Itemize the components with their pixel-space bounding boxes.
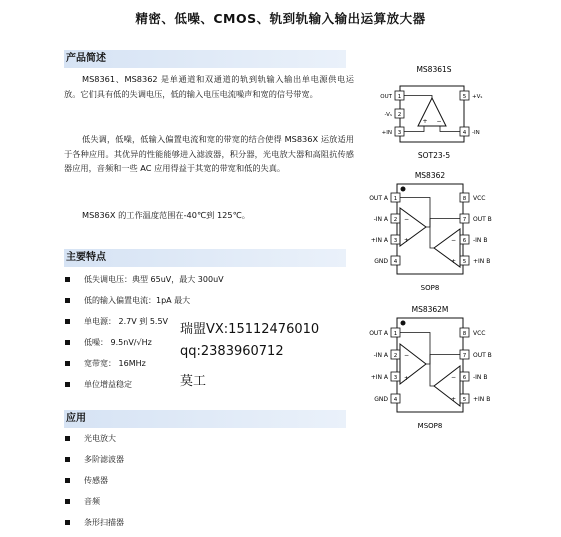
pin-number: 2	[393, 217, 398, 223]
bullet-square-icon	[65, 436, 70, 441]
overview-paragraph-1: MS8361、MS8362 是单通道和双通道的轨到轨输入输出单电源供电运放。它们具有低的失调电压，低的输入电压电流噪声和宽的信号带宽。	[64, 74, 354, 99]
page-title: 精密、低噪、CMOS、轨到轨输入输出运算放大器	[135, 11, 426, 26]
pin-number: 2	[397, 112, 402, 118]
pin-label: VCC	[473, 330, 486, 337]
op-amp-b-triangle-icon	[434, 229, 460, 267]
pin-label: GND	[374, 258, 388, 265]
pin-number: 5	[462, 397, 467, 403]
feature-item: 单电源： 2.7V 到 5.5V	[64, 315, 224, 336]
contact-watermark-line-3: 莫工	[180, 374, 207, 389]
pin-number: 6	[462, 238, 467, 244]
bullet-square-icon	[65, 319, 70, 324]
applications-list	[64, 432, 124, 537]
pin1-marker-icon	[401, 187, 406, 192]
pin-label: GND	[374, 396, 388, 403]
application-item: 多阶滤波器	[64, 453, 124, 474]
pin-label: +Vₛ	[472, 94, 483, 100]
wire	[440, 126, 460, 132]
pin-number: 7	[462, 353, 467, 359]
pin-number: 5	[462, 259, 467, 265]
bullet-square-icon	[65, 499, 70, 504]
feature-item: 宽带宽： 16MHz	[64, 357, 224, 378]
package-type-label: SOP8	[420, 284, 440, 292]
pin-label: +IN A	[370, 237, 388, 244]
pin-number: 8	[462, 331, 467, 337]
application-item: 传感器	[64, 474, 124, 495]
minus-symbol-icon: −	[451, 374, 457, 381]
bullet-square-icon	[65, 520, 70, 525]
pin-number: 7	[462, 217, 467, 223]
pin-number: 4	[462, 130, 467, 136]
pin-number: 1	[397, 94, 402, 100]
plus-symbol-icon: +	[451, 258, 457, 265]
package-part-label: MS8361S	[416, 65, 452, 74]
pin-label: +IN A	[370, 374, 388, 381]
bullet-square-icon	[65, 361, 70, 366]
pin-number: 4	[393, 397, 398, 403]
sop8-pinout-diagram	[350, 168, 520, 298]
bullet-square-icon	[65, 277, 70, 282]
sot23-pinout-diagram	[360, 60, 500, 165]
pin-label: +IN B	[473, 396, 491, 403]
feature-item: 低的输入偏置电流：1pA 最大	[64, 294, 224, 315]
feature-item: 单位增益稳定	[64, 378, 224, 399]
feature-item: 低失调电压：典型 65uV，最大 300uV	[64, 273, 224, 294]
pin-number: 5	[462, 94, 467, 100]
contact-watermark-line-1: 瑞盟VX:15112476010	[180, 322, 320, 337]
applications-heading: 应用	[64, 410, 346, 428]
features-heading: 主要特点	[64, 249, 346, 267]
pin1-marker-icon	[401, 321, 406, 326]
pin-number: 3	[397, 130, 402, 136]
pin-number: 4	[393, 259, 398, 265]
pin-label: -IN	[472, 130, 480, 136]
pin-label: OUT B	[473, 216, 492, 223]
package-part-label: MS8362M	[411, 305, 449, 314]
pin-label: -IN A	[373, 352, 388, 359]
pin-number: 8	[462, 196, 467, 202]
pin-label: VCC	[473, 195, 486, 202]
pin-number: 2	[393, 353, 398, 359]
pin-label: OUT B	[473, 352, 492, 359]
application-item: 条形扫描器	[64, 516, 124, 537]
msop8-pinout-diagram	[350, 300, 520, 435]
wire	[430, 355, 460, 387]
overview-paragraph-3: MS836X 的工作温度范围在-40℃到 125℃。	[82, 210, 250, 220]
plus-symbol-icon: +	[404, 375, 410, 382]
op-amp-b-triangle-icon	[434, 366, 460, 406]
pin-label: OUT A	[369, 195, 388, 202]
pin-label: -IN B	[473, 374, 488, 381]
wire	[400, 333, 430, 365]
package-type-label: MSOP8	[417, 422, 443, 430]
bullet-square-icon	[65, 457, 70, 462]
pin-number: 1	[393, 196, 398, 202]
plus-symbol-icon: +	[422, 118, 428, 125]
wire	[404, 96, 432, 99]
pin-label: -IN A	[373, 216, 388, 223]
pin-label: OUT A	[369, 330, 388, 337]
bullet-square-icon	[65, 340, 70, 345]
pin-number: 1	[393, 331, 398, 337]
pin-number: 3	[393, 375, 398, 381]
application-item: 音频	[64, 495, 124, 516]
overview-paragraph-2: 低失调，低噪，低输入偏置电流和宽的带宽的结合使得 MS836X 运放适用于各种应用。其优异的性能能够进入滤波器，积分器，光电放大器和高阻抗传感器应用，音频和一些 AC 应用得益于其宽的带宽和低的失真。	[64, 134, 354, 174]
bullet-square-icon	[65, 382, 70, 387]
wire	[404, 126, 424, 132]
package-part-label: MS8362	[414, 171, 446, 180]
package-body	[397, 86, 464, 142]
minus-symbol-icon: −	[404, 216, 410, 223]
pin-label: -Vₛ	[384, 112, 392, 118]
plus-symbol-icon: +	[451, 396, 457, 403]
package-type-label: SOT23-5	[417, 151, 451, 160]
pin-label: -IN B	[473, 237, 488, 244]
application-item: 光电放大	[64, 432, 124, 453]
minus-symbol-icon: −	[451, 237, 457, 244]
contact-watermark-line-2: qq:2383960712	[180, 344, 284, 359]
pin-label: +IN	[381, 130, 392, 136]
bullet-square-icon	[65, 298, 70, 303]
pin-label: OUT	[380, 94, 392, 100]
minus-symbol-icon: −	[436, 118, 442, 125]
overview-heading: 产品简述	[64, 50, 346, 68]
pin-number: 3	[393, 238, 398, 244]
bullet-square-icon	[65, 478, 70, 483]
pin-label: +IN B	[473, 258, 491, 265]
minus-symbol-icon: −	[404, 352, 410, 359]
plus-symbol-icon: +	[404, 237, 410, 244]
pin-number: 6	[462, 375, 467, 381]
feature-item: 低噪： 9.5nV/√Hz	[64, 336, 224, 357]
